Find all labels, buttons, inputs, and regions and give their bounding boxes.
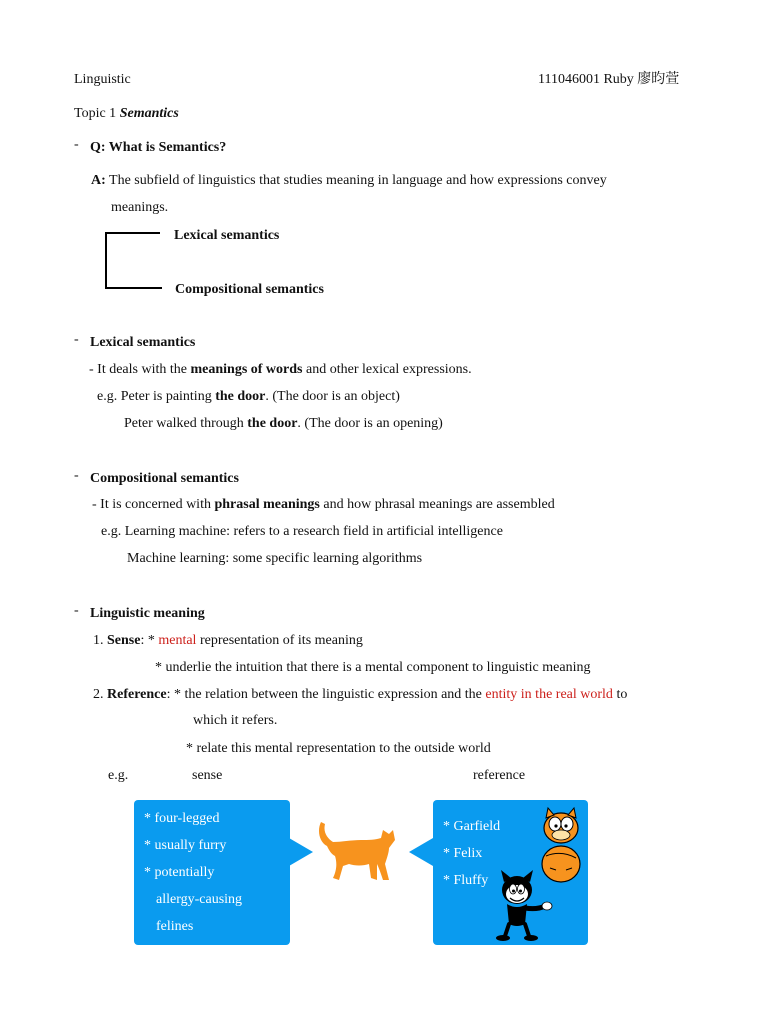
compositional-desc-post: and how phrasal meanings are assembled <box>319 497 555 512</box>
sense-pre: : * <box>140 633 159 648</box>
compositional-heading: Compositional semantics <box>90 471 239 486</box>
column-sense-label: sense <box>192 768 223 783</box>
sense-item: * potentially <box>144 865 215 880</box>
compositional-desc-bold: phrasal meanings <box>214 497 320 512</box>
reference-item: * Garfield <box>443 819 501 834</box>
compositional-example-1: e.g. Learning machine: refers to a research field in artificial intelligence <box>101 524 503 539</box>
branch-lexical: Lexical semantics <box>174 228 280 243</box>
reference-pre: : * the relation between the linguistic expression and the <box>166 687 486 702</box>
lexical-ex2-pre: Peter walked through <box>124 416 248 431</box>
sense-post: representation of its meaning <box>196 633 363 648</box>
lexical-desc-bold: meanings of words <box>190 362 303 377</box>
compositional-desc-pre: - It is concerned with <box>92 497 215 512</box>
eg-label: e.g. <box>108 768 129 783</box>
reference-post: to <box>612 687 628 702</box>
lexical-heading: Lexical semantics <box>90 335 196 350</box>
topic-name: Semantics <box>119 106 179 121</box>
course-title: Linguistic <box>74 72 131 87</box>
sense-box <box>134 800 290 945</box>
answer-label: A: <box>91 173 106 188</box>
cat-silhouette-icon <box>315 820 399 884</box>
sense-label: Sense <box>107 633 141 648</box>
lexical-example-2 <box>124 416 443 433</box>
bullet-dash: - <box>74 603 79 618</box>
sense-item: * usually furry <box>144 838 227 853</box>
sense-item: allergy-causing <box>156 892 243 907</box>
answer-text: The subfield of linguistics that studies meaning in language and how expressions convey <box>105 173 607 188</box>
reference-line-1 <box>93 687 627 704</box>
compositional-desc <box>92 497 555 514</box>
answer-line-1 <box>91 173 607 190</box>
lexical-ex1-post: . (The door is an object) <box>265 389 400 404</box>
sense-line-2: * underlie the intuition that there is a mental component to linguistic meaning <box>155 660 591 675</box>
reference-item: * Felix <box>443 846 483 861</box>
reference-box-pointer <box>409 838 433 866</box>
lexical-desc <box>89 362 472 379</box>
bullet-dash: - <box>74 137 79 152</box>
topic-prefix: Topic 1 <box>74 106 120 121</box>
lexical-ex2-bold: the door <box>247 416 298 431</box>
bullet-dash: - <box>74 468 79 483</box>
sense-highlight: mental <box>158 633 197 648</box>
reference-line-2: which it refers. <box>193 713 278 728</box>
sense-number: 1. <box>93 633 107 648</box>
column-reference-label: reference <box>473 768 526 783</box>
branch-compositional: Compositional semantics <box>175 282 324 297</box>
lexical-example-1 <box>97 389 400 406</box>
compositional-example-2: Machine learning: some specific learning algorithms <box>127 551 423 566</box>
sense-item: felines <box>156 919 194 934</box>
linguistic-meaning-heading: Linguistic meaning <box>90 606 205 621</box>
lexical-ex1-pre: e.g. Peter is painting <box>97 389 216 404</box>
topic-line <box>74 106 179 123</box>
reference-item: * Fluffy <box>443 873 489 888</box>
question: Q: What is Semantics? <box>90 140 227 155</box>
bracket-bottom <box>105 287 162 289</box>
reference-label: Reference <box>107 687 167 702</box>
lexical-ex2-post: . (The door is an opening) <box>297 416 443 431</box>
felix-cartoon-icon <box>493 870 553 942</box>
reference-number: 2. <box>93 687 107 702</box>
lexical-ex1-bold: the door <box>215 389 266 404</box>
student-id-name: 111046001 Ruby 廖昀萱 <box>538 72 680 87</box>
bullet-dash: - <box>74 332 79 347</box>
reference-line-3: * relate this mental representation to the outside world <box>186 741 491 756</box>
lexical-desc-pre: - It deals with the <box>89 362 191 377</box>
reference-box <box>433 800 588 945</box>
sense-line-1 <box>93 633 363 650</box>
sense-box-pointer <box>289 838 313 866</box>
reference-highlight: entity in the real world <box>485 687 613 702</box>
bracket-vertical <box>105 232 107 289</box>
answer-line-2: meanings. <box>111 200 169 215</box>
lexical-desc-post: and other lexical expressions. <box>302 362 472 377</box>
bracket-top <box>105 232 160 234</box>
sense-item: * four-legged <box>144 811 220 826</box>
